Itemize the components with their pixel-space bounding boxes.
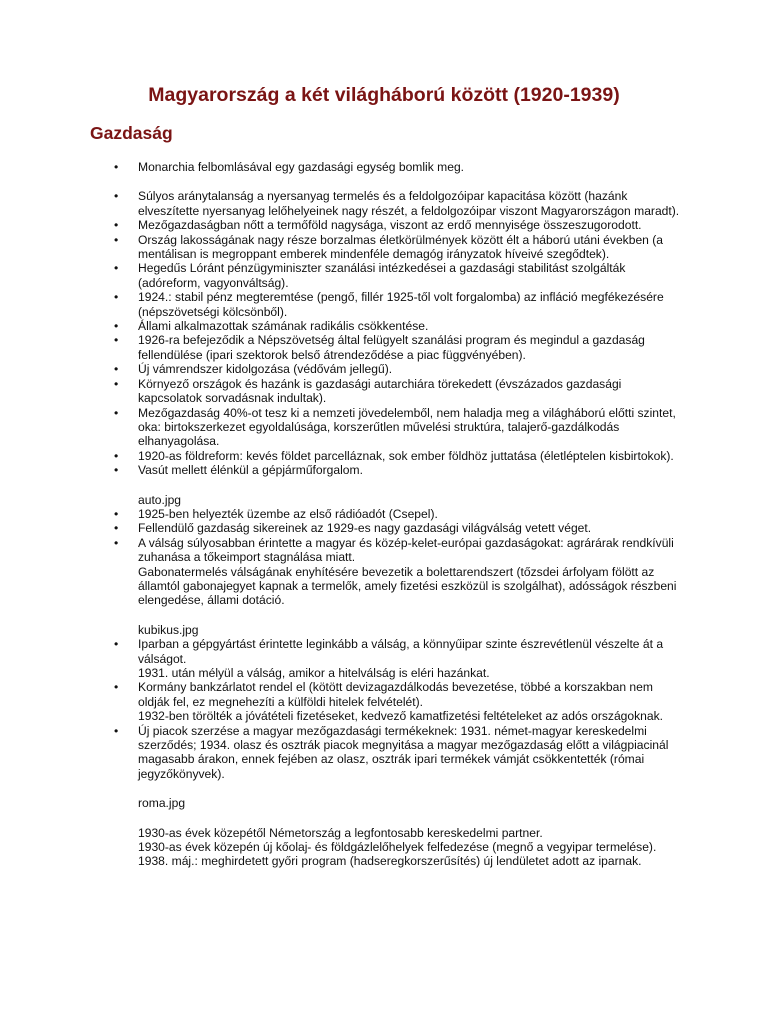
- list-item: [114, 680, 684, 723]
- bullet-icon: •: [114, 723, 119, 738]
- list-item: [114, 507, 684, 521]
- list-item-text: Mezőgazdaságban nőtt a termőföld nagysága, viszont az erdő mennyisége összeszugorodott.: [138, 218, 642, 233]
- bullet-icon: •: [114, 319, 119, 334]
- list-item-text: A válság súlyosabban érintette a magyar és közép-kelet-európai gazdaságokat: agrárárak rendkívüli zuhanása a tőkeimport stagnálása miatt. Gabonatermelés válságának enyhítésére bevezetik a bolettarendszert (tőzsdei árfolyam fölött az államtól gabonajegyet kapnak a termelők, amely fizetési eszközül is szolgálhat), adósságok részbeni elengedése, állami dotáció.: [138, 535, 677, 608]
- list-item-text: Mezőgazdaság 40%-ot tesz ki a nemzeti jövedelemből, nem haladja meg a világháború előtti szintet, oka: birtokszerkezet egyoldalúsága, korszerűtlen művelési struktúra, talajerő-gazdálkodás elhanyagolása.: [138, 405, 676, 449]
- list-item: [114, 637, 684, 680]
- list-item-text: Vasút mellett élénkül a gépjárműforgalom.: [138, 463, 363, 478]
- list-item: [114, 536, 684, 608]
- list-item: [114, 521, 684, 535]
- list-item-text: 1924.: stabil pénz megteremtése (pengő, fillér 1925-től volt forgalomba) az infláció megfékezésére (népszövetségi kölcsönből).: [138, 290, 664, 319]
- list-item: [114, 333, 684, 362]
- bullet-icon: •: [114, 506, 119, 521]
- bullet-icon: •: [114, 448, 119, 463]
- bullet-icon: •: [114, 535, 119, 550]
- list-item-text: Állami alkalmazottak számának radikális csökkentése.: [138, 319, 429, 334]
- list-item: [114, 724, 684, 782]
- bullet-icon: •: [114, 333, 119, 348]
- list-item: [114, 290, 684, 319]
- paragraph-line: 1930-as évek közepén új kőolaj- és földgázlelőhelyek felfedezése (megnő a vegyipar termelése).: [138, 840, 657, 855]
- document-body: [114, 160, 684, 869]
- bullet-icon: •: [114, 189, 119, 204]
- list-item-text: Új piacok szerzése a magyar mezőgazdasági termékeknek: 1931. német-magyar kereskedelmi szerződés; 1934. olasz és osztrák piacok megnyitása a magyar mezőgazdaság előtt a világpiacinál magasabb árakon, ennek fejében az olasz, osztrák ipari termékek vámját csökkentették (római jegyzőkönyvek).: [138, 723, 669, 781]
- list-item: [114, 406, 684, 449]
- section-heading: Gazdaság: [90, 123, 173, 143]
- list-item: [114, 218, 684, 232]
- bullet-icon: •: [114, 218, 119, 233]
- list-item-text: Monarchia felbomlásával egy gazdasági egység bomlik meg.: [138, 160, 465, 174]
- list-item-text: Súlyos aránytalanság a nyersanyag termelés és a feldolgozóipar kapacitása között (hazánk elveszítette nyersanyag lelőhelyeinek nagy részét, a feldolgozóipar viszont Magyarországon maradt).: [138, 189, 680, 218]
- bullet-icon: •: [114, 362, 119, 377]
- list-item: [114, 319, 684, 333]
- list-item: [114, 377, 684, 406]
- list-item-text: Új vámrendszer kidolgozása (védővám jellegű).: [138, 362, 393, 377]
- list-item: [114, 160, 684, 174]
- paragraph-line: 1938. máj.: meghirdetett győri program (hadseregkorszerűsítés) új lendületet adott az iparnak.: [138, 854, 642, 869]
- bullet-icon: •: [114, 261, 119, 276]
- bullet-icon: •: [114, 290, 119, 305]
- list-item: [114, 233, 684, 262]
- list-item-text: 1925-ben helyezték üzembe az első rádióadót (Csepel).: [138, 506, 438, 521]
- list-item-text: Fellendülő gazdaság sikereinek az 1929-es nagy gazdasági világválság vetett véget.: [138, 521, 592, 536]
- page-title: Magyarország a két világháború között (1920-1939): [148, 84, 620, 106]
- list-item-text: 1926-ra befejeződik a Népszövetség által felügyelt szanálási program és megindul a gazdaság fellendülése (ipari szektorok belső átrendeződése a piac függvényében).: [138, 333, 645, 362]
- paragraph-line: 1930-as évek közepétől Németország a legfontosabb kereskedelmi partner.: [138, 825, 543, 840]
- list-item-text: Környező országok és hazánk is gazdasági autarchiára törekedett (évszázados gazdasági kapcsolatok sorvadásnak indultak).: [138, 376, 622, 406]
- bullet-icon: •: [114, 405, 119, 420]
- bullet-icon: •: [114, 637, 119, 652]
- image-placeholder-label: kubikus.jpg: [138, 622, 199, 637]
- list-item-text: Iparban a gépgyártást érintette leginkább a válság, a könnyűipar szinte észrevétlenül vészelte át a válságot. 1931. után mélyül a válság, amikor a hitelválság is eléri hazánkat.: [138, 637, 664, 680]
- bullet-icon: •: [114, 376, 119, 391]
- image-placeholder-label: auto.jpg: [138, 492, 182, 507]
- bullet-icon: •: [114, 232, 119, 247]
- bullet-icon: •: [114, 680, 119, 695]
- list-item-text: Ország lakosságának nagy része borzalmas életkörülmények között élt a háború utáni években (a mentálisan is megroppant emberek mindenféle demagóg irányzatok híveivé szegődtek).: [138, 232, 664, 262]
- bullet-icon: •: [114, 521, 119, 536]
- list-item-text: Kormány bankzárlatot rendel el (kötött devizagazdálkodás bevezetése, többé a korszakban nem oldják fel, ez megnehezíti a külföldi hitelek felvételét). 1932-ben törölték a jóvátételi fizetéseket, kedvező kamatfizetési feltételeket az adós országoknak.: [138, 680, 664, 724]
- list-item: [114, 261, 684, 290]
- list-item-text: Hegedűs Lóránt pénzügyminiszter szanálási intézkedései a gazdasági stabilitást szolgálták (adóreform, vagyonváltság).: [138, 261, 626, 290]
- list-item: [114, 463, 684, 477]
- bullet-icon: •: [114, 463, 119, 478]
- image-placeholder-label: roma.jpg: [138, 796, 186, 811]
- list-item: [114, 189, 684, 218]
- list-item-text: 1920-as földreform: kevés földet parcelláznak, sok ember földhöz juttatása (életléptelen kisbirtokok).: [138, 448, 674, 463]
- bullet-icon: •: [114, 160, 119, 174]
- list-item: [114, 362, 684, 376]
- list-item: [114, 449, 684, 463]
